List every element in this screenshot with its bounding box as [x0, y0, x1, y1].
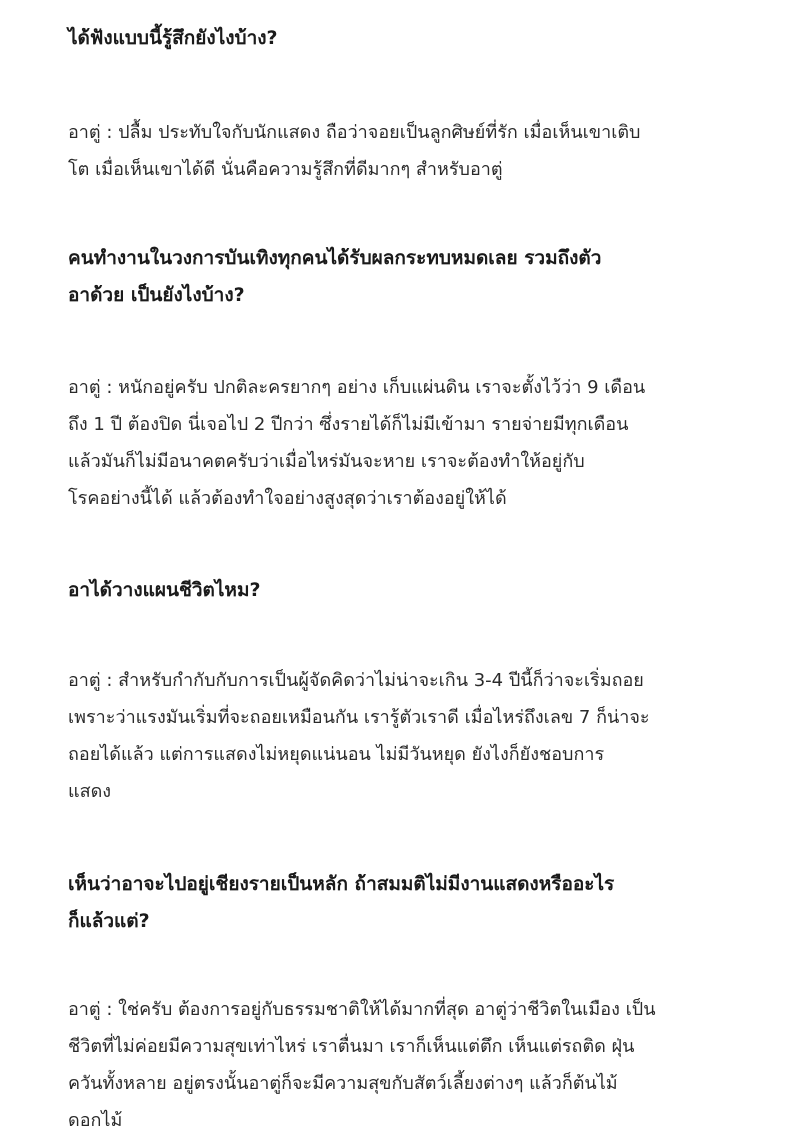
question-heading: [68, 572, 758, 609]
question-heading: [68, 240, 758, 314]
answer-line: เพราะว่าแรงมันเริ่มที่จะถอยเหมือนกัน เรารู้ตัวเราดี เมื่อไหร่ถึงเลข 7 ก็น่าจะ: [68, 707, 650, 728]
answer-line: ถอยได้แล้ว แต่การแสดงไม่หยุดแน่นอน ไม่มีวันหยุด ยังไงก็ยังชอบการ: [68, 744, 605, 765]
answer-line: แล้วมันก็ไม่มีอนาคตครับว่าเมื่อไหร่มันจะหาย เราจะต้องทำให้อยู่กับ: [68, 451, 585, 472]
answer-line: ดอกไม้: [68, 1110, 123, 1131]
answer-line: อาตู่ : หนักอยู่ครับ ปกติละครยากๆ อย่าง เก็บแผ่นดิน เราจะตั้งไว้ว่า 9 เดือน: [68, 377, 646, 398]
question-line: ก็แล้วแต่?: [68, 910, 150, 932]
question-line: ได้ฟังแบบนี้รู้สึกยังไงบ้าง?: [68, 27, 278, 49]
answer-line: ถึง 1 ปี ต้องปิด นี่เจอไป 2 ปีกว่า ซึ่งรายได้ก็ไม่มีเข้ามา รายจ่ายมีทุกเดือน: [68, 414, 629, 435]
answer-line: อาตู่ : สำหรับกำกับกับการเป็นผู้จัดคิดว่าไม่น่าจะเกิน 3-4 ปีนี้ก็ว่าจะเริ่มถอย: [68, 670, 644, 691]
question-heading: [68, 866, 758, 940]
question-line: อาได้วางแผนชีวิตไหม?: [68, 579, 261, 601]
answer-line: ควันทั้งหลาย อยู่ตรงนั้นอาตู่ก็จะมีความสุขกับสัตว์เลี้ยงต่างๆ แล้วก็ต้นไม้: [68, 1073, 618, 1094]
answer-paragraph: [68, 991, 758, 1139]
answer-paragraph: [68, 114, 758, 188]
answer-line: อาตู่ : ปลื้ม ประทับใจกับนักแสดง ถือว่าจอยเป็นลูกศิษย์ที่รัก เมื่อเห็นเขาเติบ: [68, 122, 641, 143]
answer-paragraph: [68, 662, 758, 810]
answer-line: แสดง: [68, 781, 112, 802]
answer-line: โรคอย่างนี้ได้ แล้วต้องทำใจอย่างสูงสุดว่าเราต้องอยู่ให้ได้: [68, 488, 507, 509]
question-line: คนทำงานในวงการบันเทิงทุกคนได้รับผลกระทบหมดเลย รวมถึงตัว: [68, 247, 602, 269]
answer-line: อาตู่ : ใช่ครับ ต้องการอยู่กับธรรมชาติให้ได้มากที่สุด อาตู่ว่าชีวิตในเมือง เป็น: [68, 999, 656, 1020]
question-line: อาด้วย เป็นยังไงบ้าง?: [68, 284, 245, 306]
answer-line: ชีวิตที่ไม่ค่อยมีความสุขเท่าไหร่ เราตื่นมา เราก็เห็นแต่ตึก เห็นแต่รถติด ฝุ่น: [68, 1036, 635, 1057]
question-line: เห็นว่าอาจะไปอยู่เชียงรายเป็นหลัก ถ้าสมมติไม่มีงานแสดงหรืออะไร: [68, 873, 615, 895]
answer-paragraph: [68, 369, 758, 517]
question-heading: [68, 20, 758, 57]
answer-line: โต เมื่อเห็นเขาได้ดี นั่นคือความรู้สึกที่ดีมากๆ สำหรับอาตู่: [68, 159, 503, 180]
